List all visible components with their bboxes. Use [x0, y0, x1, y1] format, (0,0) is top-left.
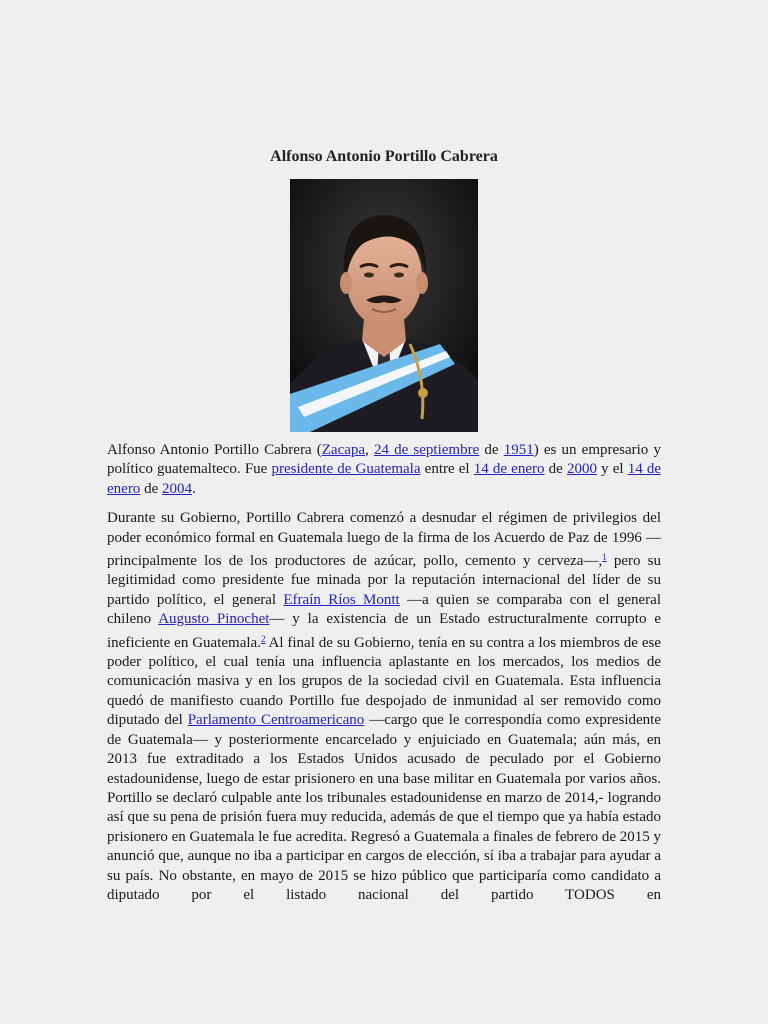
article-link[interactable]: Efraín Ríos Montt	[283, 591, 400, 608]
article-link[interactable]: Zacapa	[321, 442, 366, 458]
article-link[interactable]: 2000	[566, 461, 597, 478]
article-paragraph	[107, 509, 661, 905]
paragraph-text: — y la existencia de un Estado estructuralmente corrupto e ineficiente en Guatemala.	[107, 611, 661, 651]
article-link[interactable]: 14 de enero	[473, 461, 545, 478]
article-paragraph	[107, 441, 661, 499]
article-body	[107, 441, 661, 915]
article-link[interactable]: 24 de septiembre	[373, 442, 480, 458]
footnote-reference[interactable]: 1	[602, 552, 607, 563]
page-title: Alfonso Antonio Portillo Cabrera	[270, 148, 498, 165]
paragraph-text: entre el	[420, 461, 474, 478]
article-link[interactable]: 2004	[161, 480, 192, 497]
article-link[interactable]: 14 de enero	[107, 461, 661, 497]
paragraph-text: Durante su Gobierno, Portillo Cabrera comenzó a desnudar el régimen de privilegios del poder económico formal en Guatemala luego de la firma de los Acuerdo de Paz de 1996 —principalmente los de los productores de azúcar, pollo, cemento y cerveza—,	[107, 510, 661, 570]
paragraph-text: —cargo que le correspondía como expresidente de Guatemala— y posteriormente encarcelado y enjuiciado en Guatemala; aún más, en 2013 fue extraditado a los Estados Unidos acusado de peculado por el Gobierno estadounidense, luego de estar prisionero en una base militar en Guatemala por varios años. Portillo se declaró culpable ante los tribunales estadounidense en marzo de 2014,- logrando así que su pena de prisión fuera muy reducida, además de que el tiempo que ya había estado prisionero en Guatemala le fue acredita. Regresó a Guatemala a finales de febrero de 2015 y anunció que, aunque no iba a participar en cargos de elección, sí iba a trabajar para ayudar a su país. No obstante, en mayo de 2015 se hizo público que participaría como candidato a diputado por el listado nacional del partido TODOS en	[107, 712, 661, 903]
article-link[interactable]: 1951	[503, 442, 534, 458]
paragraph-text: Al final de su Gobierno, tenía en su contra a los miembros de ese poder político, el cual tenía una influencia aplastante en los mercados, los medios de comunicación masiva y en los grupos de la sociedad civil en Guatemala. Esta influencia quedó de manifiesto cuando Portillo fue despojado de inmunidad al ser removido como diputado del	[107, 634, 662, 729]
paragraph-text: —a quien se comparaba con el general chileno	[107, 591, 661, 628]
footnote-reference[interactable]: 2	[260, 633, 266, 644]
article-link[interactable]: Parlamento Centroamericano	[187, 712, 365, 729]
paragraph-text: de	[479, 442, 504, 458]
paragraph-text: .	[191, 480, 196, 497]
paragraph-text: y el	[596, 461, 628, 478]
portrait-photo	[290, 179, 478, 432]
paragraph-text: Alfonso Antonio Portillo Cabrera (	[107, 442, 322, 458]
article-link[interactable]: presidente de Guatemala	[271, 461, 421, 478]
paragraph-text: pero su legitimidad como presidente fue minada por la reputación internacional del líder de su partido político, el general	[107, 553, 661, 608]
paragraph-text: ,	[365, 442, 374, 458]
paragraph-text: de	[140, 480, 162, 497]
article-link[interactable]: Augusto Pinochet	[158, 611, 270, 628]
paragraph-text: ) es un empresario y político guatemalteco. Fue	[107, 442, 661, 478]
paragraph-text: de	[544, 461, 567, 478]
